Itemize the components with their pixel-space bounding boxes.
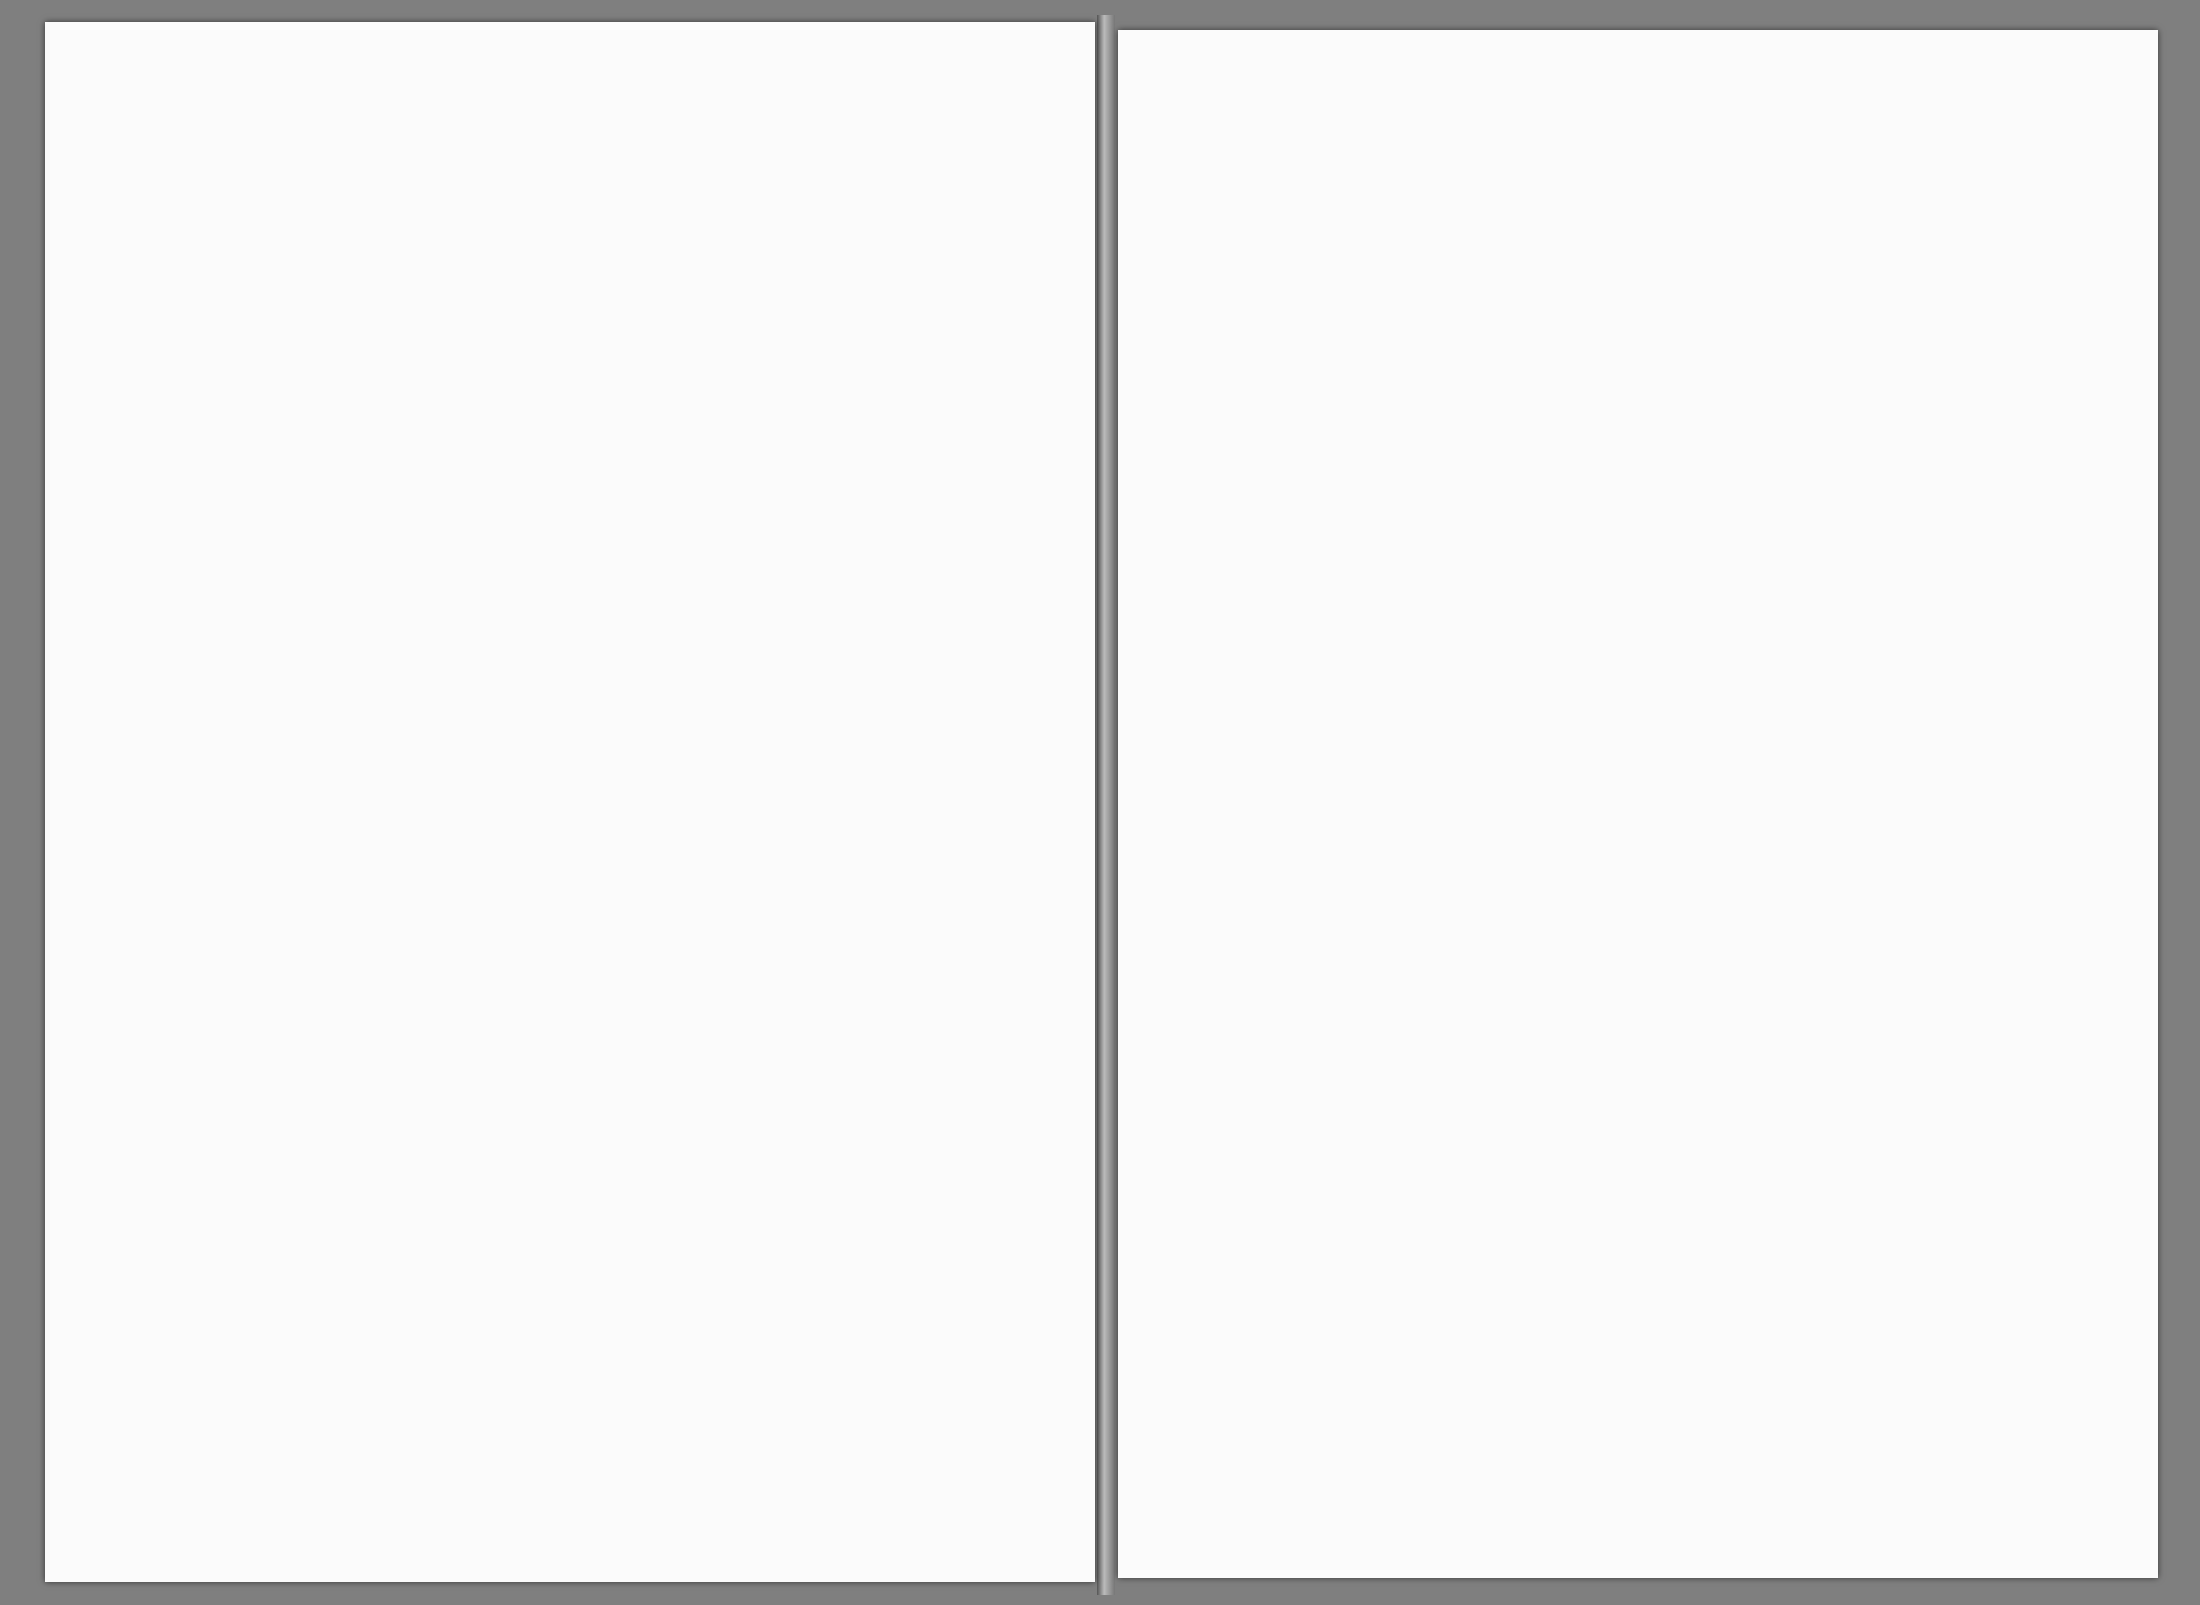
right-ruling: [1118, 30, 2158, 1578]
vaccination-header: [597, 162, 617, 272]
right-page: [1118, 30, 2158, 1578]
left-ruling: [45, 22, 1095, 1582]
bible-header: [807, 162, 827, 274]
reading-header: [623, 162, 649, 272]
christian-knowledge-header: [829, 162, 849, 274]
admitted-header: [891, 162, 911, 274]
book-gutter: [1097, 15, 1115, 1595]
abc-header: [654, 162, 674, 272]
left-page: [45, 22, 1095, 1582]
catechism-notes-header: [853, 162, 887, 274]
